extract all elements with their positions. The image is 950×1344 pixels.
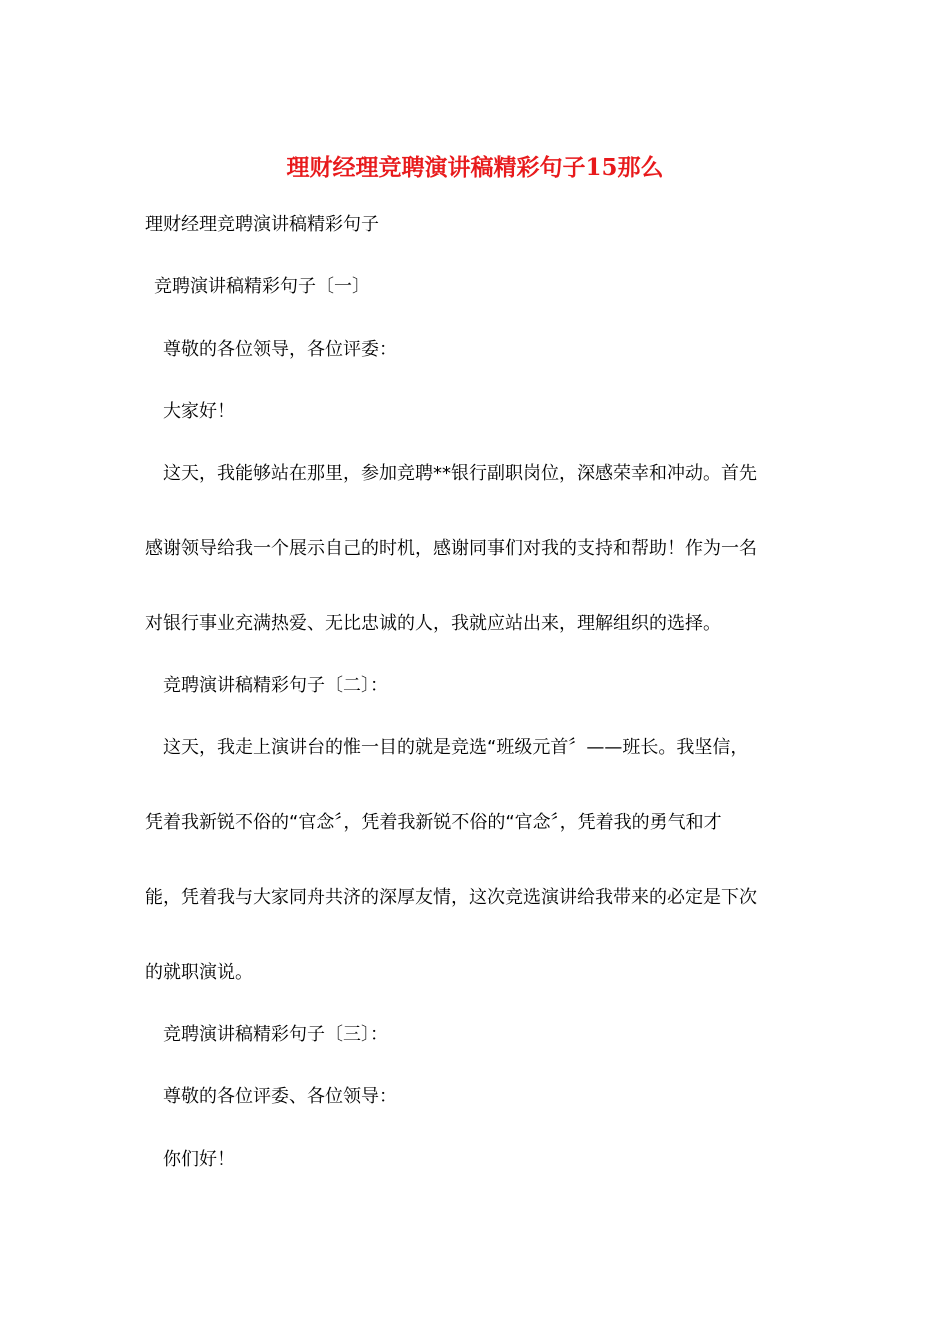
paragraph-2-line-2: 凭着我新锐不俗的“官念〞，凭着我新锐不俗的“官念〞，凭着我的勇气和才 — [145, 812, 722, 833]
section-heading-2: 竞聘演讲稿精彩句子〔二〕： — [163, 675, 388, 696]
paragraph-2-line-1: 这天，我走上演讲台的惟一目的就是竞选“班级元首〞——班长。我坚信， — [163, 737, 749, 758]
paragraph-1-line-1: 这天，我能够站在那里，参加竞聘**银行副职岗位，深感荣幸和冲动。首先 — [163, 463, 757, 484]
hello-line-3: 你们好！ — [163, 1149, 235, 1170]
paragraph-2 — [145, 735, 805, 1035]
paragraph-1-line-3: 对银行事业充满热爱、无比忠诚的人，我就应站出来，理解组织的选择。 — [145, 613, 721, 634]
greeting-line: 尊敬的各位领导，各位评委： — [163, 339, 397, 360]
paragraph-2-line-3: 能，凭着我与大家同舟共济的深厚友情，这次竞选演讲给我带来的必定是下次 — [145, 887, 757, 908]
paragraph-2-line-4: 的就职演说。 — [145, 962, 253, 983]
hello-line: 大家好！ — [163, 401, 235, 422]
paragraph-1 — [145, 461, 805, 686]
greeting-line-3: 尊敬的各位评委、各位领导： — [163, 1086, 397, 1107]
section-heading-3: 竞聘演讲稿精彩句子〔三〕： — [163, 1024, 388, 1045]
paragraph-1-line-2: 感谢领导给我一个展示自己的时机，感谢同事们对我的支持和帮助！作为一名 — [145, 538, 757, 559]
document-title: 理财经理竞聘演讲稿精彩句子15那么 — [286, 154, 664, 181]
document-subtitle: 理财经理竞聘演讲稿精彩句子 — [145, 214, 379, 235]
section-heading-1: 竞聘演讲稿精彩句子〔一〕 — [154, 276, 370, 297]
